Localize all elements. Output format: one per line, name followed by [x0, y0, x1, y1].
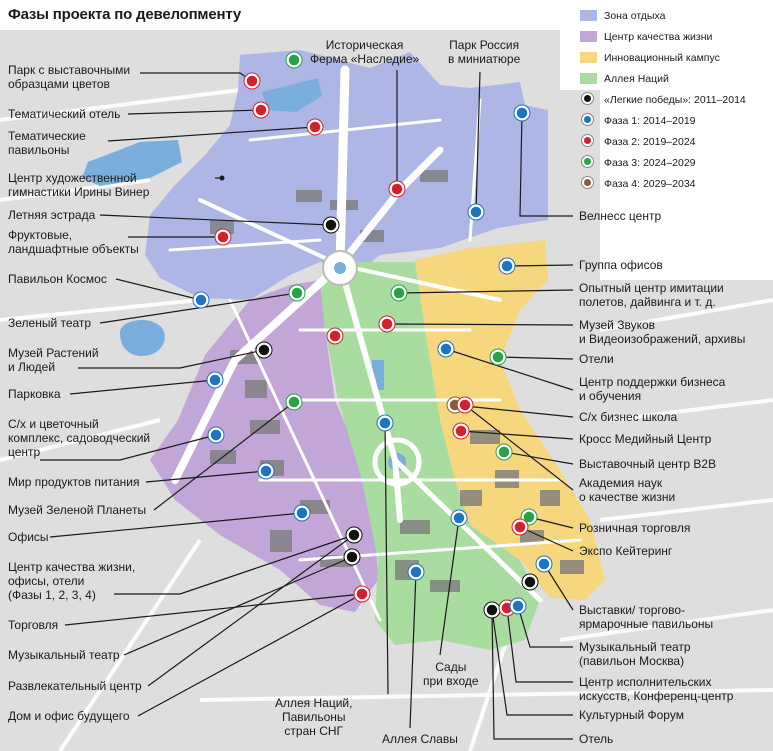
marker-life_quality_2[interactable]	[346, 551, 359, 564]
marker-life_quality[interactable]	[348, 529, 361, 542]
label-expo-catering: Экспо Кейтеринг	[579, 544, 673, 558]
marker-cross_media[interactable]	[455, 425, 468, 438]
legend-dot	[582, 93, 593, 104]
label-music-theatre-moscow: Музыкальный театр (павильон Москва)	[579, 640, 691, 668]
marker-alley_center[interactable]	[379, 417, 392, 430]
label-entertainment: Развлекательный центр	[8, 679, 142, 693]
marker-parking[interactable]	[209, 374, 222, 387]
legend-dot	[582, 177, 593, 188]
legend-phase-2	[578, 134, 770, 155]
legend-zone-nations	[578, 71, 770, 92]
legend-label: Фаза 1: 2014–2019	[604, 115, 696, 127]
marker-performing_arts[interactable]	[512, 600, 525, 613]
marker-gardens_entrance[interactable]	[453, 512, 466, 525]
legend-zone-innovation	[578, 50, 770, 71]
legend-phase-1	[578, 113, 770, 134]
marker-alley_south[interactable]	[410, 566, 423, 579]
legend-label: Фаза 3: 2024–2029	[604, 157, 696, 169]
label-music-theatre: Музыкальный театр	[8, 648, 120, 662]
marker-hotels[interactable]	[492, 351, 505, 364]
marker-office_group[interactable]	[501, 260, 514, 273]
label-life-academy: Академия наук о качестве жизни	[579, 476, 676, 504]
marker-food_world[interactable]	[260, 465, 273, 478]
label-green-planet: Музей Зеленой Планеты	[8, 503, 147, 517]
legend-label: «Легкие победы»: 2011–2014	[604, 94, 746, 106]
marker-green_theatre[interactable]	[291, 287, 304, 300]
marker-sound_museum[interactable]	[381, 318, 394, 331]
legend-label: Фаза 4: 2029–2034	[604, 178, 696, 190]
label-summer-stage: Летняя эстрада	[8, 208, 96, 222]
label-agro-flower: С/х и цветочный комплекс, садоводческий центр	[8, 417, 151, 459]
marker-historic_farm_2[interactable]	[391, 183, 404, 196]
marker-theme_pavilions[interactable]	[309, 121, 322, 134]
legend	[578, 8, 770, 197]
marker-agro_flower[interactable]	[210, 429, 223, 442]
legend-label: Центр качества жизни	[604, 31, 713, 43]
label-offices: Офисы	[8, 530, 49, 544]
label-theme-pavilions: Тематические павильоны	[8, 129, 86, 157]
label-parking: Парковка	[8, 387, 61, 401]
legend-phase-4	[578, 176, 770, 197]
label-cosmos: Павильон Космос	[8, 272, 107, 286]
label-green-theatre: Зеленый театр	[8, 316, 92, 330]
map-point-gymnastics	[220, 176, 225, 181]
marker-exhibitions[interactable]	[538, 558, 551, 571]
label-agri-school: С/х бизнес школа	[579, 410, 678, 424]
marker-historic_farm[interactable]	[288, 54, 301, 67]
label-hotels: Отели	[579, 352, 614, 366]
label-alley-glory: Аллея Славы	[382, 732, 458, 746]
label-food-world: Мир продуктов питания	[8, 475, 140, 489]
label-expo-b2b: Выставочный центр B2B	[579, 457, 717, 471]
marker-exhibitions_2[interactable]	[524, 576, 537, 589]
marker-expo_b2b[interactable]	[498, 446, 511, 459]
marker-hotel[interactable]	[486, 604, 499, 617]
map-title: Фазы проекта по девелопменту	[8, 6, 241, 23]
label-cross-media: Кросс Медийный Центр	[579, 432, 712, 446]
label-wellness: Велнесс центр	[579, 209, 662, 223]
marker-theme_hotel[interactable]	[255, 104, 268, 117]
label-cultural-forum: Культурный Форум	[579, 708, 684, 722]
marker-fruit[interactable]	[217, 231, 230, 244]
marker-summer_stage[interactable]	[325, 219, 338, 232]
legend-dot	[582, 156, 593, 167]
marker-wellness[interactable]	[516, 107, 529, 120]
label-future-home: Дом и офис будущего	[8, 709, 130, 723]
marker-plants_museum_2[interactable]	[329, 330, 342, 343]
legend-swatch	[580, 31, 597, 42]
legend-label: Инновационный кампус	[604, 52, 720, 64]
marker-expo_catering[interactable]	[514, 521, 527, 534]
marker-agri_school_2[interactable]	[459, 399, 472, 412]
label-business-center: Центр поддержки бизнеса и обучения	[579, 375, 726, 403]
legend-swatch	[580, 10, 597, 21]
marker-trade[interactable]	[356, 588, 369, 601]
legend-label: Зона отдыха	[604, 10, 666, 22]
legend-label: Фаза 2: 2019–2024	[604, 136, 696, 148]
label-gardens-entrance: Сады при входе	[423, 660, 479, 688]
label-trade: Торговля	[8, 618, 59, 632]
label-fruit: Фруктовые, ландшафтные объекты	[8, 228, 139, 256]
label-alley-nations: Аллея Наций, Павильоны стран СНГ	[275, 696, 353, 738]
legend-phase-quick-wins	[578, 92, 770, 113]
legend-label: Аллея Наций	[604, 73, 669, 85]
label-theme-hotel: Тематический отель	[8, 107, 121, 121]
label-exhibitions: Выставки/ торгово- ярмарочные павильоны	[579, 603, 714, 631]
legend-swatch	[580, 73, 597, 84]
legend-zone-recreation	[578, 8, 770, 29]
label-russia-park: Парк Россия в миниатюре	[448, 38, 521, 66]
marker-business_center[interactable]	[440, 343, 453, 356]
marker-expo_park[interactable]	[246, 75, 259, 88]
marker-cosmos[interactable]	[195, 294, 208, 307]
marker-flight_center[interactable]	[393, 287, 406, 300]
marker-offices[interactable]	[296, 507, 309, 520]
label-expo-park: Парк с выставочными образцами цветов	[8, 63, 131, 91]
label-retail: Розничная торговля	[579, 521, 691, 535]
label-hotel: Отель	[579, 732, 614, 746]
central-roundabout-core	[334, 262, 346, 274]
label-gymnastics: Центр художественной гимнастики Ирины Винер	[8, 171, 150, 199]
legend-zone-life-quality	[578, 29, 770, 50]
marker-russia_park[interactable]	[470, 206, 483, 219]
label-flight-center: Опытный центр имитации полетов, дайвинга и т. д.	[579, 281, 724, 309]
label-performing-arts: Центр исполнительских искусств, Конференц-центр	[579, 675, 734, 703]
label-life-quality: Центр качества жизни, офисы, отели (Фазы 1, 2, 3, 4)	[8, 560, 136, 602]
label-historic-farm: Историческая Ферма «Наследие»	[310, 38, 420, 66]
legend-phase-3	[578, 155, 770, 176]
marker-agro_flower_2[interactable]	[288, 396, 301, 409]
marker-plants_museum[interactable]	[258, 344, 271, 357]
legend-dot	[582, 135, 593, 146]
legend-dot	[582, 114, 593, 125]
label-sound-museum: Музей Звуков и Видеоизображений, архивы	[579, 318, 746, 346]
legend-swatch	[580, 52, 597, 63]
label-plants-museum: Музей Растений и Людей	[8, 346, 99, 374]
label-office-group: Группа офисов	[579, 258, 663, 272]
